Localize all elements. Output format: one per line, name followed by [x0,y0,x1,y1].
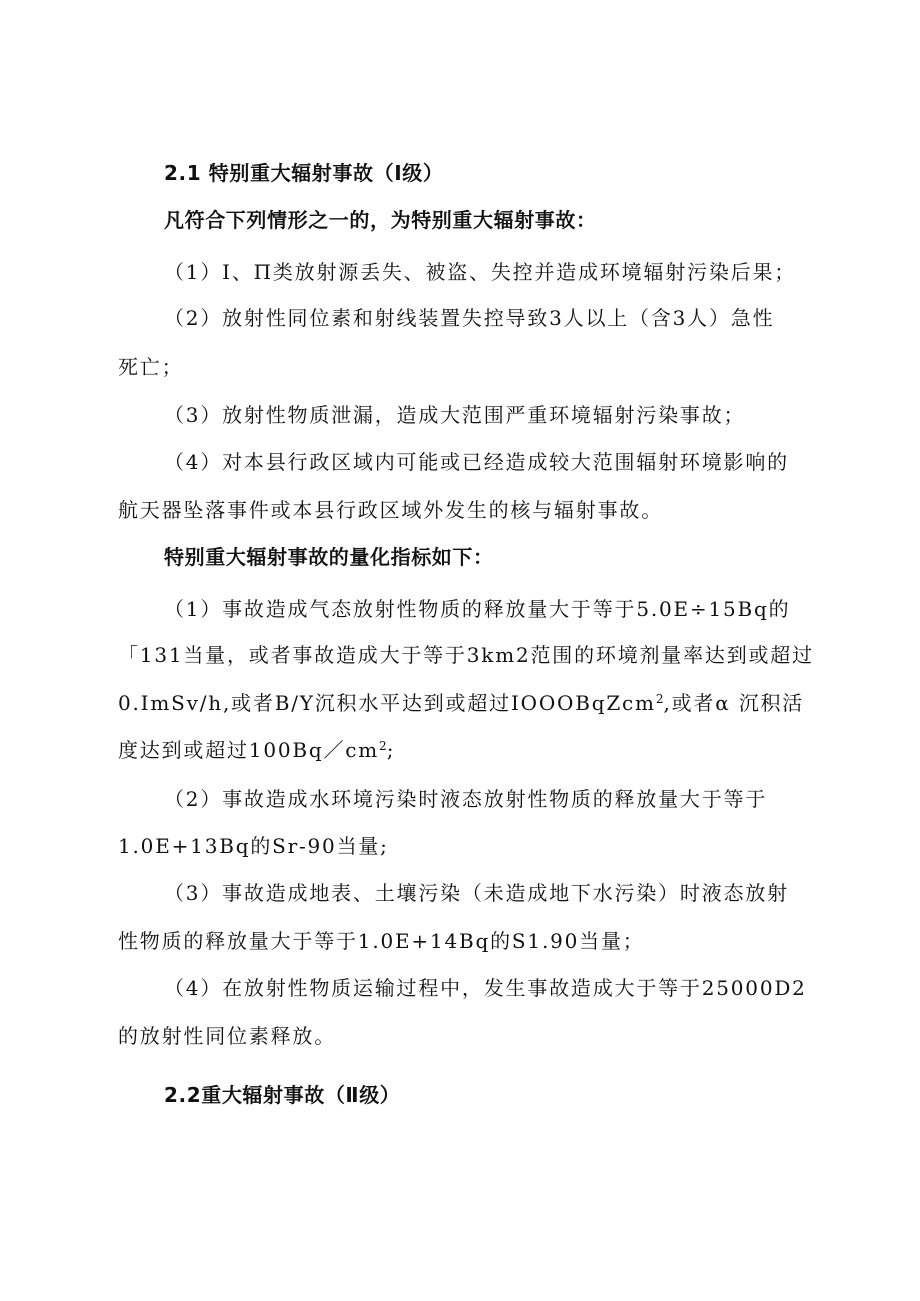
situation-4-line-1: （4）对本县行政区域内可能或已经造成较大范围辐射环境影响的 [164,450,789,474]
indicator-1-line-3-tail: ,或者α 沉积活 [663,691,805,715]
indicator-4-line-1: （4）在放射性物质运输过程中，发生事故造成大于等于25000D2 [164,976,807,1000]
superscript: 2 [379,739,387,753]
indicator-1-line-3 [118,693,804,713]
situation-1: （1）Ⅰ、Π类放射源丢失、被盗、失控并造成环境辐射污染后果； [164,260,797,284]
indicator-3-line-1: （3）事故造成地表、土壤污染（未造成地下水污染）时液态放射 [164,881,789,905]
section-heading-2-1: 2.1 特别重大辐射事故（Ⅰ级） [164,161,444,185]
indicator-1-line-3-text: 0.ImSv/h,或者B/Y沉积水平达到或超过IOOOBqZcm [118,691,656,715]
indicator-2-line-2: 1.0E+13Bq的Sr-90当量; [118,834,389,858]
indicators-title: 特别重大辐射事故的量化指标如下： [164,545,494,569]
situation-2-line-2: 死亡； [118,355,184,379]
indicator-3-line-2: 性物质的释放量大于等于1.0E+14Bq的S1.90当量； [118,929,645,953]
indicator-4-line-2: 的放射性同位素释放。 [118,1024,336,1048]
indicator-1-line-4-text: 度达到或超过100Bq／cm [118,738,380,762]
indicator-1-line-2: 「131当量，或者事故造成大于等于3km2范围的环境剂量率达到或超过 [118,643,814,667]
situation-2-line-1: （2）放射性同位素和射线装置失控导致3人以上（含3人）急性 [164,306,775,330]
superscript: 2 [655,692,664,706]
indicator-1-line-4-tail: ; [386,738,396,762]
indicator-2-line-1: （2）事故造成水环境污染时液态放射性物质的释放量大于等于 [164,787,768,811]
intro-line: 凡符合下列情形之一的，为特别重大辐射事故： [164,208,597,232]
indicator-1-line-1: （1）事故造成气态放射性物质的释放量大于等于5.0E÷15Bq的 [164,597,791,621]
situation-3: （3）放射性物质泄漏，造成大范围严重环境辐射污染事故； [164,403,746,427]
situation-4-line-2: 航天器坠落事件或本县行政区域外发生的核与辐射事故。 [118,498,663,522]
section-heading-2-2: 2.2重大辐射事故（Ⅱ级） [164,1083,401,1107]
indicator-1-line-4 [118,740,395,760]
